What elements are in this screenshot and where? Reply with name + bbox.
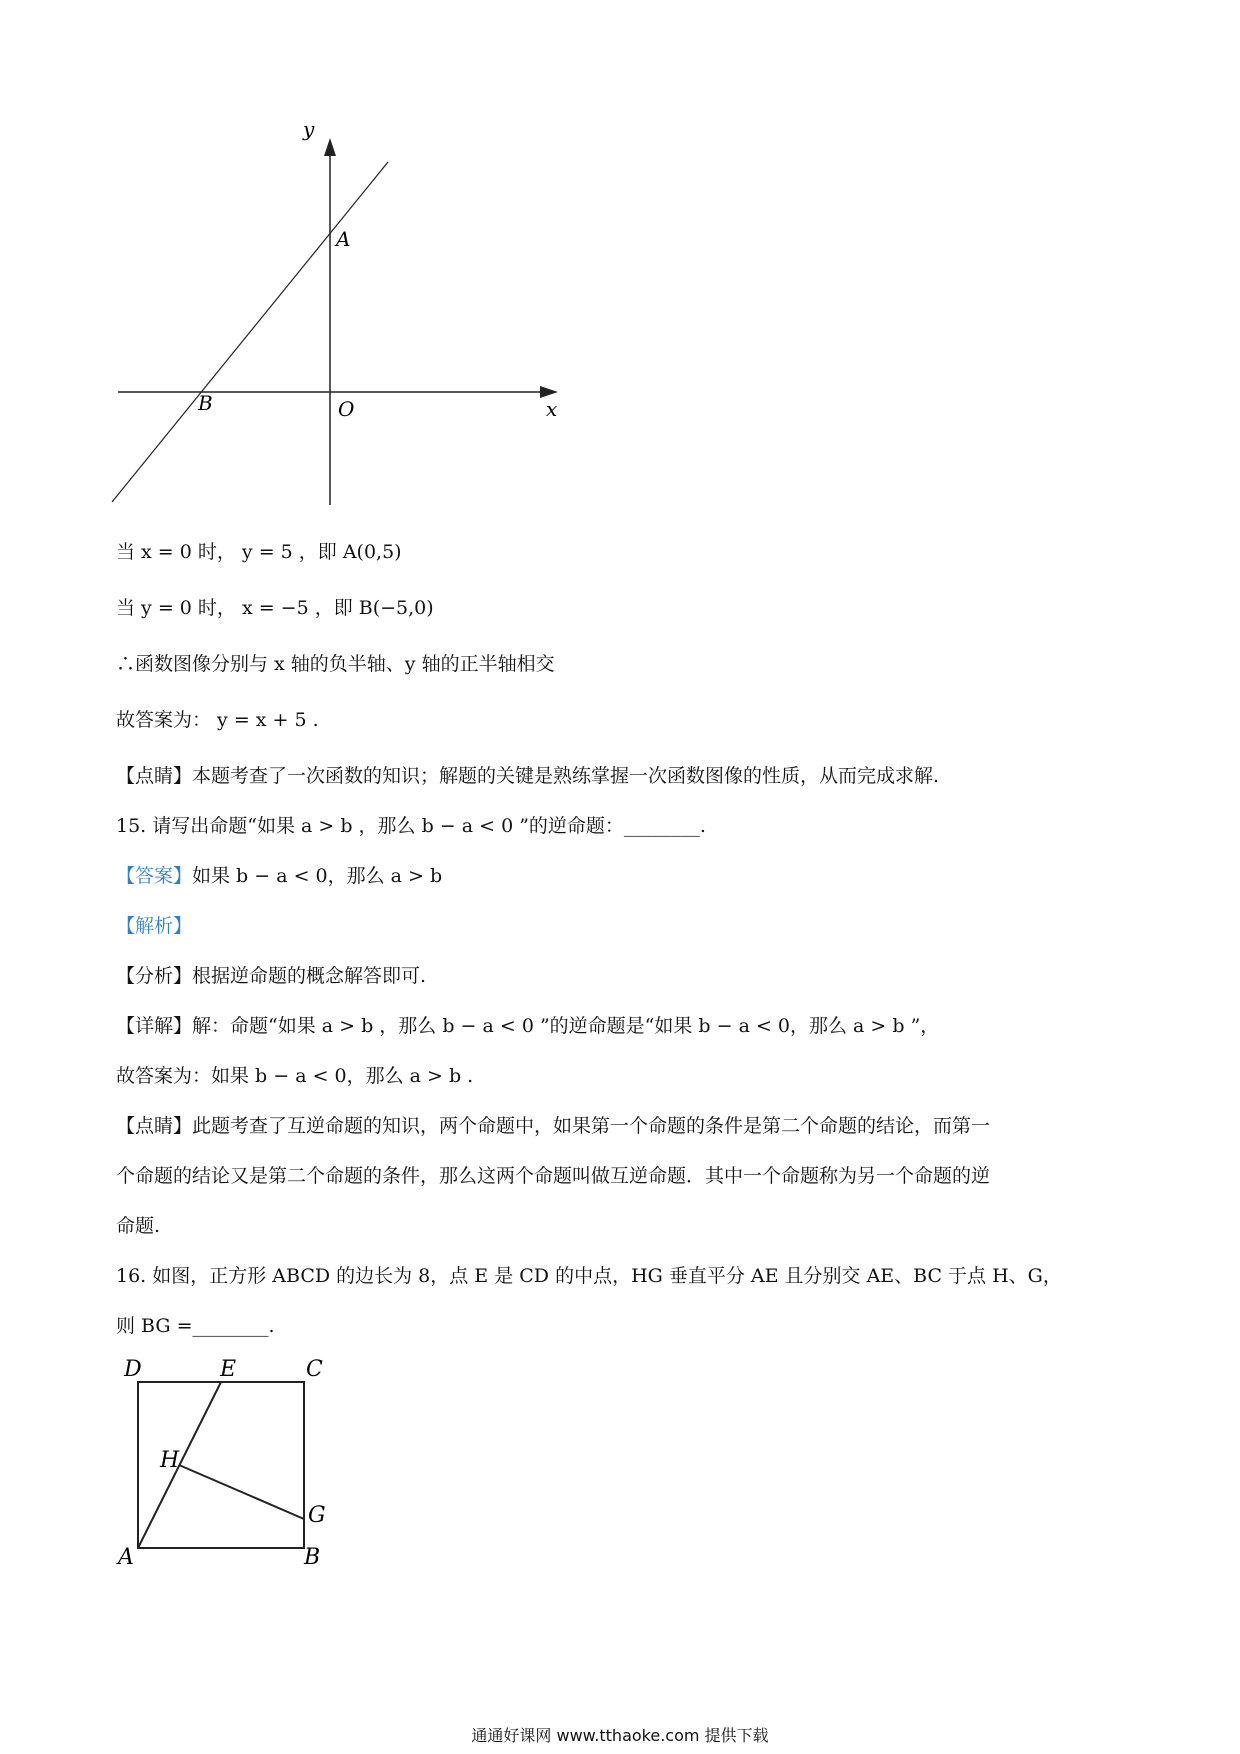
note-text: 此题考查了互逆命题的知识，两个命题中，如果第一个命题的条件是第二个命题的结论，而第一	[192, 1115, 991, 1137]
note-tag: 【点睛】	[116, 765, 193, 787]
label-c: C	[306, 1357, 323, 1382]
page-footer: 通通好课网 www.tthaoke.com 提供下载	[471, 1726, 769, 1745]
square-figure	[110, 1350, 360, 1570]
label-e: E	[220, 1357, 237, 1382]
q14-note	[116, 762, 939, 790]
segment-hg	[179, 1465, 304, 1519]
xiangjie-text: 解：命题“如果 a > b ，那么 b − a < 0 ”的逆命题是“如果 b − a < 0，那么 a > b ”，	[192, 1015, 940, 1037]
coordinate-graph	[100, 110, 570, 510]
note-text: 本题考查了一次函数的知识；解题的关键是熟练掌握一次函数图像的性质，从而完成求解.	[192, 765, 940, 787]
fenxi-text: 根据逆命题的概念解答即可.	[192, 965, 427, 987]
q15-fenxi	[116, 962, 426, 990]
label-a: A	[118, 1545, 134, 1570]
label-b: B	[304, 1545, 321, 1570]
fenxi-tag: 【分析】	[116, 965, 193, 987]
q15-conclusion: 故答案为：如果 b − a < 0，那么 a > b .	[116, 1065, 474, 1087]
y-axis-arrow	[324, 138, 336, 156]
line-answer-14: 故答案为： y = x + 5 .	[116, 709, 319, 731]
xiangjie-tag: 【详解】	[116, 1015, 193, 1037]
line-when-x-zero: 当 x = 0 时， y = 5 ，即 A(0,5)	[116, 541, 402, 563]
q16-line1: 16. 如图，正方形 ABCD 的边长为 8，点 E 是 CD 的中点，HG 垂直平分 AE 且分别交 AE、BC 于点 H、G，	[116, 1265, 1062, 1287]
q15-analysis-tag: 【解析】	[116, 915, 193, 937]
point-b-label: B	[198, 391, 213, 415]
q15-note-line3: 命题.	[116, 1215, 161, 1237]
answer-text: 如果 b − a < 0，那么 a > b	[192, 865, 443, 887]
q15-note-line1	[116, 1112, 990, 1140]
label-h: H	[160, 1448, 180, 1473]
y-axis-label: y	[303, 117, 315, 141]
label-d: D	[124, 1357, 142, 1382]
answer-tag: 【答案】	[116, 865, 193, 887]
q15-note-line2: 个命题的结论又是第二个命题的条件，那么这两个命题叫做互逆命题．其中一个命题称为另一个命题的逆	[116, 1165, 991, 1187]
q15-answer	[116, 862, 442, 890]
line-therefore: ∴函数图像分别与 x 轴的负半轴、y 轴的正半轴相交	[116, 653, 555, 675]
note-tag: 【点睛】	[116, 1115, 193, 1137]
q16-line2: 则 BG =________.	[116, 1315, 275, 1337]
origin-label: O	[338, 397, 355, 421]
q15-xiangjie	[116, 1012, 939, 1040]
function-line	[112, 162, 388, 502]
x-axis-label: x	[546, 397, 558, 421]
label-g: G	[308, 1503, 326, 1528]
line-when-y-zero: 当 y = 0 时， x = −5 ，即 B(−5,0)	[116, 597, 434, 619]
q15-question: 15. 请写出命题“如果 a > b ，那么 b − a < 0 ”的逆命题：________.	[116, 815, 706, 837]
point-a-label: A	[336, 227, 351, 251]
